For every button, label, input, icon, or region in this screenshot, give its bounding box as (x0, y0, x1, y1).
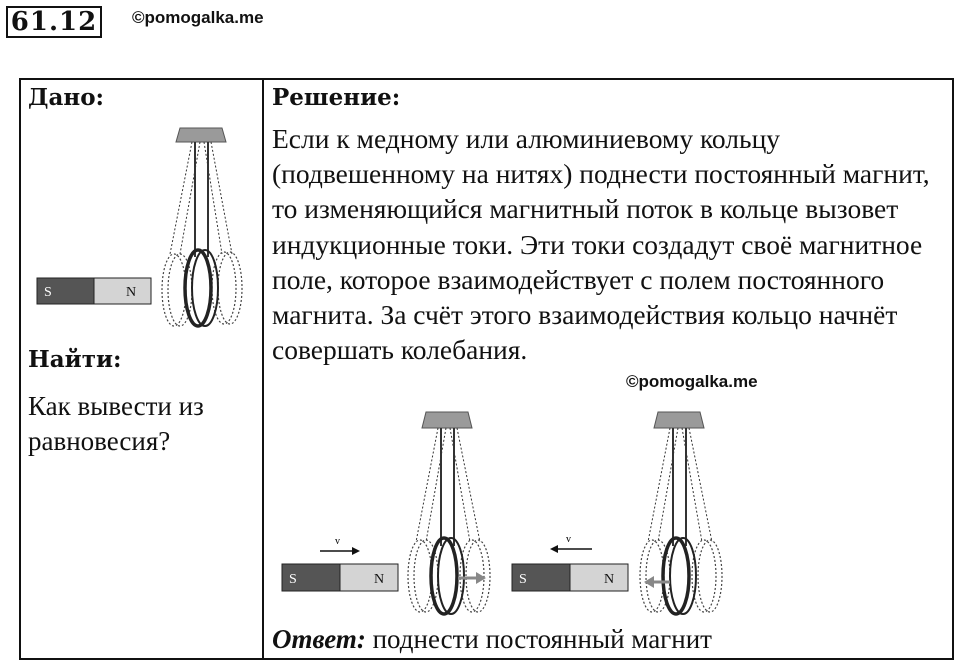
velocity-label: v (335, 536, 340, 547)
magnet-south-label: S (289, 572, 297, 587)
solution-figure-retreat (508, 406, 733, 618)
solution-text: Если к медному или алюминиевому кольцу (подвешенному на нитях) поднести постоянный магнит, то изменяющийся магнитный поток в кольце вызовет индукционные токи. Эти токи создадут своё магнитное поле, которое взаимодействует с полем постоянного магнита. За счёт этого взаимодействия кольцо начнёт совершать колебания. (272, 123, 930, 366)
column-divider (262, 78, 264, 660)
magnet-north-label: N (604, 572, 615, 587)
velocity-arrow (550, 534, 592, 553)
ring (185, 250, 218, 326)
magnet-north-label: N (374, 572, 385, 587)
ring-motion-arrow (644, 576, 670, 588)
magnet-south-label: S (44, 285, 52, 300)
given-heading: Дано: (28, 84, 105, 111)
solution-figure-approach (276, 406, 501, 618)
answer-text: поднести постоянный магнит (372, 624, 712, 654)
answer-label: Ответ: (272, 624, 366, 654)
threads (170, 142, 232, 257)
problem-number: 61.12 (6, 6, 102, 38)
suspension-mount (176, 128, 226, 142)
magnet-north-label: N (126, 285, 137, 300)
answer (272, 624, 712, 655)
magnet (37, 278, 151, 304)
find-question: Как вывести из равновесия? (28, 391, 204, 456)
solution-heading: Решение: (272, 84, 401, 111)
ring-motion-arrow (458, 572, 486, 584)
watermark-middle: ©pomogalka.me (626, 372, 758, 391)
given-figure (30, 122, 260, 332)
watermark-top: ©pomogalka.me (132, 8, 264, 27)
velocity-arrow (320, 536, 360, 555)
magnet-south-label: S (519, 572, 527, 587)
find-heading: Найти: (28, 346, 122, 373)
ring-swing-right (212, 252, 242, 324)
velocity-label: v (566, 534, 571, 545)
